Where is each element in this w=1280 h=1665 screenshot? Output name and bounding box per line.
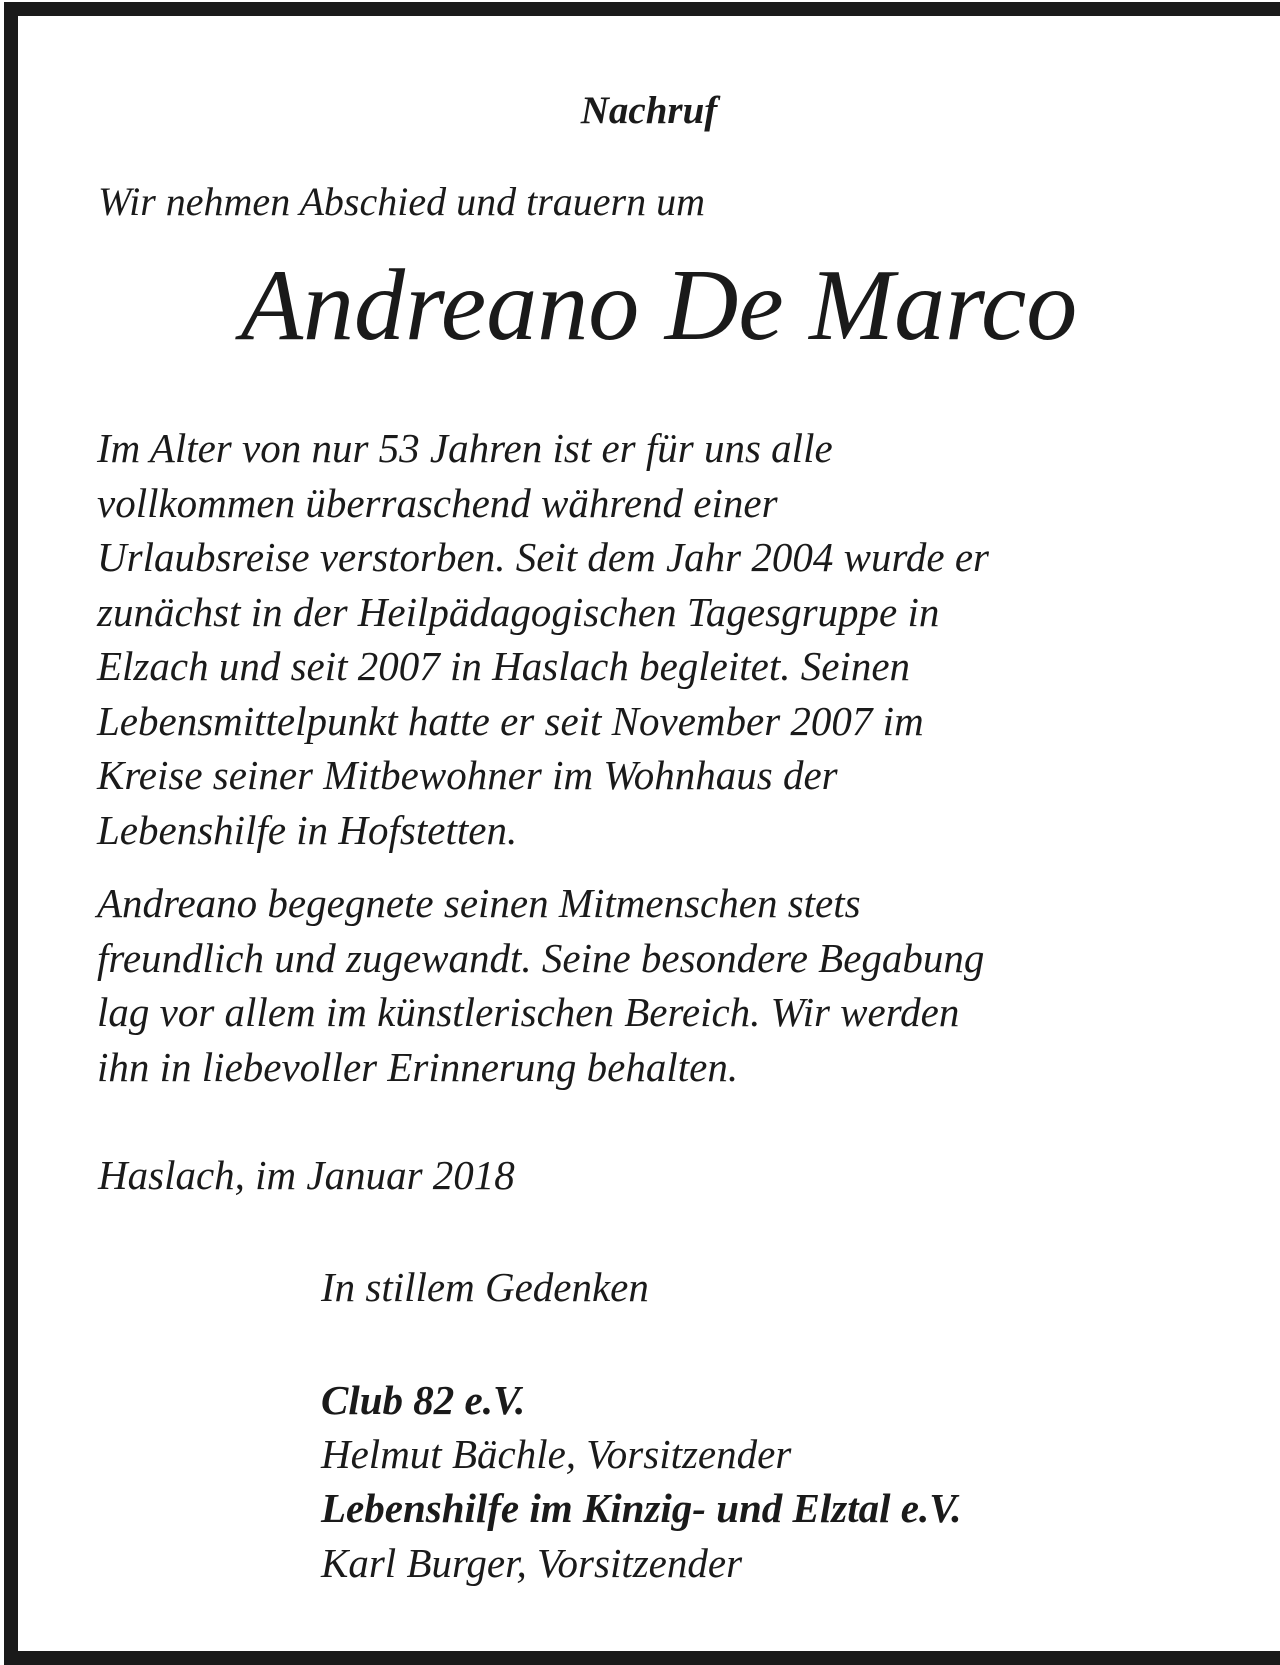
condolence-line: In stillem Gedenken [321,1264,649,1310]
paragraph-line: vollkommen überraschend während einer [97,479,778,526]
signatory-organization: Lebenshilfe im Kinzig- und Elztal e.V. [321,1485,962,1531]
intro-text: Wir nehmen Abschied und trauern um [98,179,705,224]
paragraph-line: Im Alter von nur 53 Jahren ist er für uns alle [97,425,833,471]
paragraph-line: freundlich und zugewandt. Seine besondere Begabung [97,934,985,981]
notice-frame [4,2,1280,1665]
signatory-representative: Karl Burger, Vorsitzender [321,1540,743,1586]
notice-content [18,16,1280,1651]
paragraph-line: Urlaubsreise verstorben. Seit dem Jahr 2004 wurde er [97,534,990,580]
paragraph-line: zunächst in der Heilpädagogischen Tagesgruppe in [97,588,940,635]
signatory-organization: Club 82 e.V. [321,1377,526,1423]
paragraph-line: ihn in liebevoller Erinnerung behalten. [97,1043,739,1090]
paragraph-line: Lebensmittelpunkt hatte er seit November 2007 im [97,697,924,744]
paragraph-line: Lebenshilfe in Hofstetten. [97,806,518,853]
notice-title: Nachruf [580,89,718,132]
deceased-name: Andreano De Marco [240,249,1078,362]
paragraph-tribute [97,876,984,1094]
paragraph-line: Kreise seiner Mitbewohner im Wohnhaus der [97,752,838,798]
paragraph-line: Elzach und seit 2007 in Haslach begleitet. Seinen [97,643,911,689]
paragraph-line: Andreano begegnete seinen Mitmenschen stets [97,880,861,926]
signatory-representative: Helmut Bächle, Vorsitzender [321,1431,792,1477]
place-date: Haslach, im Januar 2018 [98,1152,515,1198]
paragraph-life [97,421,989,857]
paragraph-line: lag vor allem im künstlerischen Bereich. Wir werden [97,989,960,1035]
